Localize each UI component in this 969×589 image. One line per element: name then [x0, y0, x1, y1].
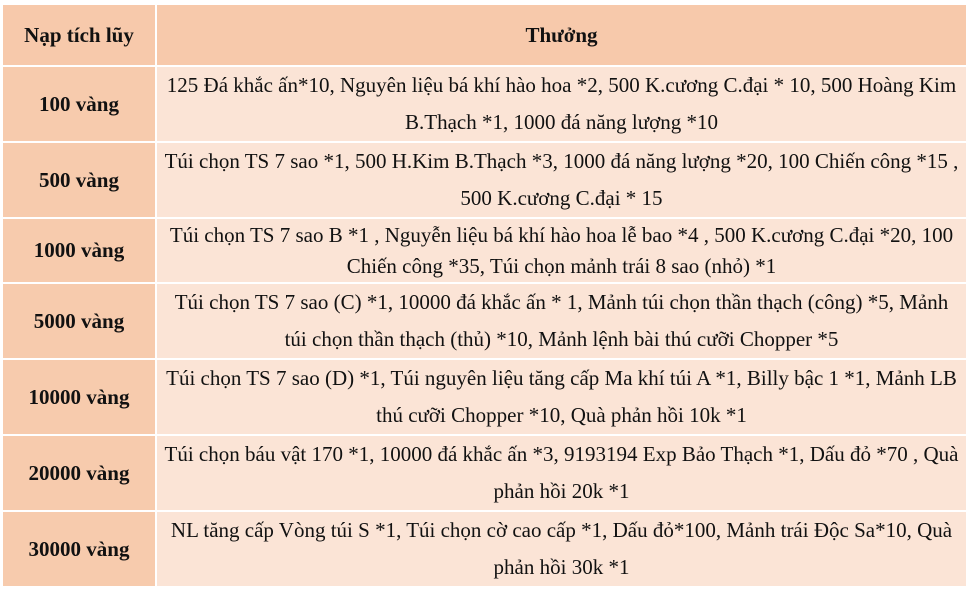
reward-cell: Túi chọn TS 7 sao *1, 500 H.Kim B.Thạch *3, 1000 đá năng lượng *20, 100 Chiến công *15 , 500 K.cương C.đại * 15 [157, 143, 966, 219]
topup-level-cell: 30000 vàng [3, 512, 157, 588]
reward-cell: Túi chọn TS 7 sao (D) *1, Túi nguyên liệu tăng cấp Ma khí túi A *1, Billy bậc 1 *1, Mảnh LB thú cưỡi Chopper *10, Quà phản hồi 10k *1 [157, 360, 966, 436]
table-row [3, 284, 966, 360]
table-header-row [3, 5, 966, 67]
topup-level-cell: 500 vàng [3, 143, 157, 219]
header-topup-amount: Nạp tích lũy [3, 5, 157, 67]
topup-level-cell: 1000 vàng [3, 219, 157, 284]
table-row [3, 360, 966, 436]
reward-cell: Túi chọn báu vật 170 *1, 10000 đá khắc ấn *3, 9193194 Exp Bảo Thạch *1, Dấu đỏ *70 , Quà phản hồi 20k *1 [157, 436, 966, 512]
topup-level-cell: 5000 vàng [3, 284, 157, 360]
table-row [3, 436, 966, 512]
header-reward: Thưởng [157, 5, 966, 67]
reward-cell: Túi chọn TS 7 sao B *1 , Nguyễn liệu bá khí hào hoa lễ bao *4 , 500 K.cương C.đại *20, 100 Chiến công *35, Túi chọn mảnh trái 8 sao (nhỏ) *1 [157, 219, 966, 284]
topup-level-cell: 100 vàng [3, 67, 157, 143]
reward-table-container [3, 5, 966, 588]
table-row [3, 67, 966, 143]
cumulative-topup-reward-table [3, 5, 966, 588]
table-row [3, 143, 966, 219]
table-row [3, 512, 966, 588]
table-row [3, 219, 966, 284]
topup-level-cell: 20000 vàng [3, 436, 157, 512]
reward-cell: 125 Đá khắc ấn*10, Nguyên liệu bá khí hào hoa *2, 500 K.cương C.đại * 10, 500 Hoàng Kim B.Thạch *1, 1000 đá năng lượng *10 [157, 67, 966, 143]
reward-cell: NL tăng cấp Vòng túi S *1, Túi chọn cờ cao cấp *1, Dấu đỏ*100, Mảnh trái Độc Sa*10, Quà phản hồi 30k *1 [157, 512, 966, 588]
topup-level-cell: 10000 vàng [3, 360, 157, 436]
reward-cell: Túi chọn TS 7 sao (C) *1, 10000 đá khắc ấn * 1, Mảnh túi chọn thần thạch (công) *5, Mảnh túi chọn thần thạch (thủ) *10, Mảnh lệnh bài thú cưỡi Chopper *5 [157, 284, 966, 360]
